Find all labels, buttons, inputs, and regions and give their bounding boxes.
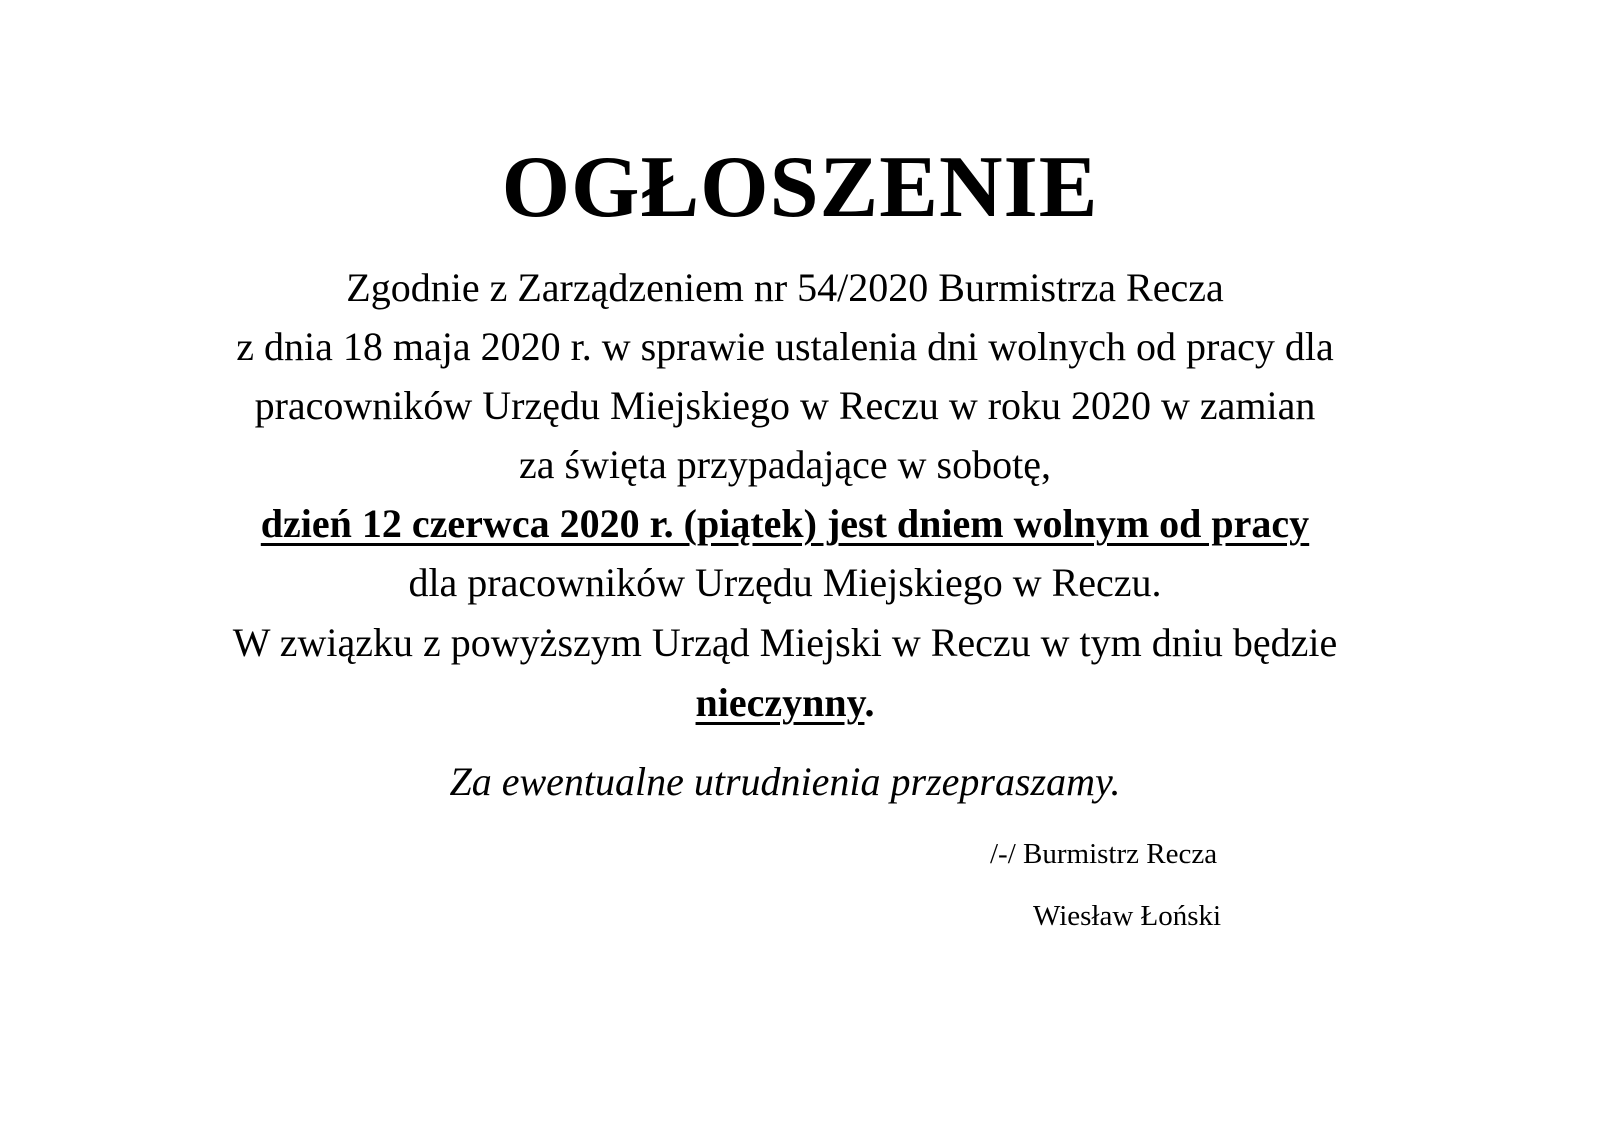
closed-punct: . bbox=[864, 680, 875, 725]
notice-line-2: z dnia 18 maja 2020 r. w sprawie ustalenia dni wolnych od pracy dla bbox=[236, 324, 1334, 369]
apology-line: Za ewentualne utrudnienia przepraszamy. bbox=[449, 759, 1121, 804]
notice-line-5-wrap bbox=[0, 499, 1570, 549]
notice-line-8 bbox=[0, 678, 1570, 728]
signature-name: Wiesław Łoński bbox=[1033, 900, 1222, 932]
closed-word: nieczynny bbox=[695, 680, 865, 725]
notice-line-4: za święta przypadające w sobotę, bbox=[519, 442, 1051, 487]
notice-line-1: Zgodnie z Zarządzeniem nr 54/2020 Burmistrza Recza bbox=[346, 265, 1224, 310]
notice-title: OGŁOSZENIE bbox=[501, 139, 1099, 236]
notice-line-6: dla pracowników Urzędu Miejskiego w Reczu. bbox=[408, 560, 1162, 605]
signature-role: /-/ Burmistrz Recza bbox=[990, 838, 1218, 870]
free-day-statement: dzień 12 czerwca 2020 r. (piątek) jest dniem wolnym od pracy bbox=[260, 501, 1310, 546]
notice-line-7: W związku z powyższym Urząd Miejski w Reczu w tym dniu będzie bbox=[232, 620, 1338, 665]
notice-line-3: pracowników Urzędu Miejskiego w Reczu w roku 2020 w zamian bbox=[254, 383, 1316, 428]
